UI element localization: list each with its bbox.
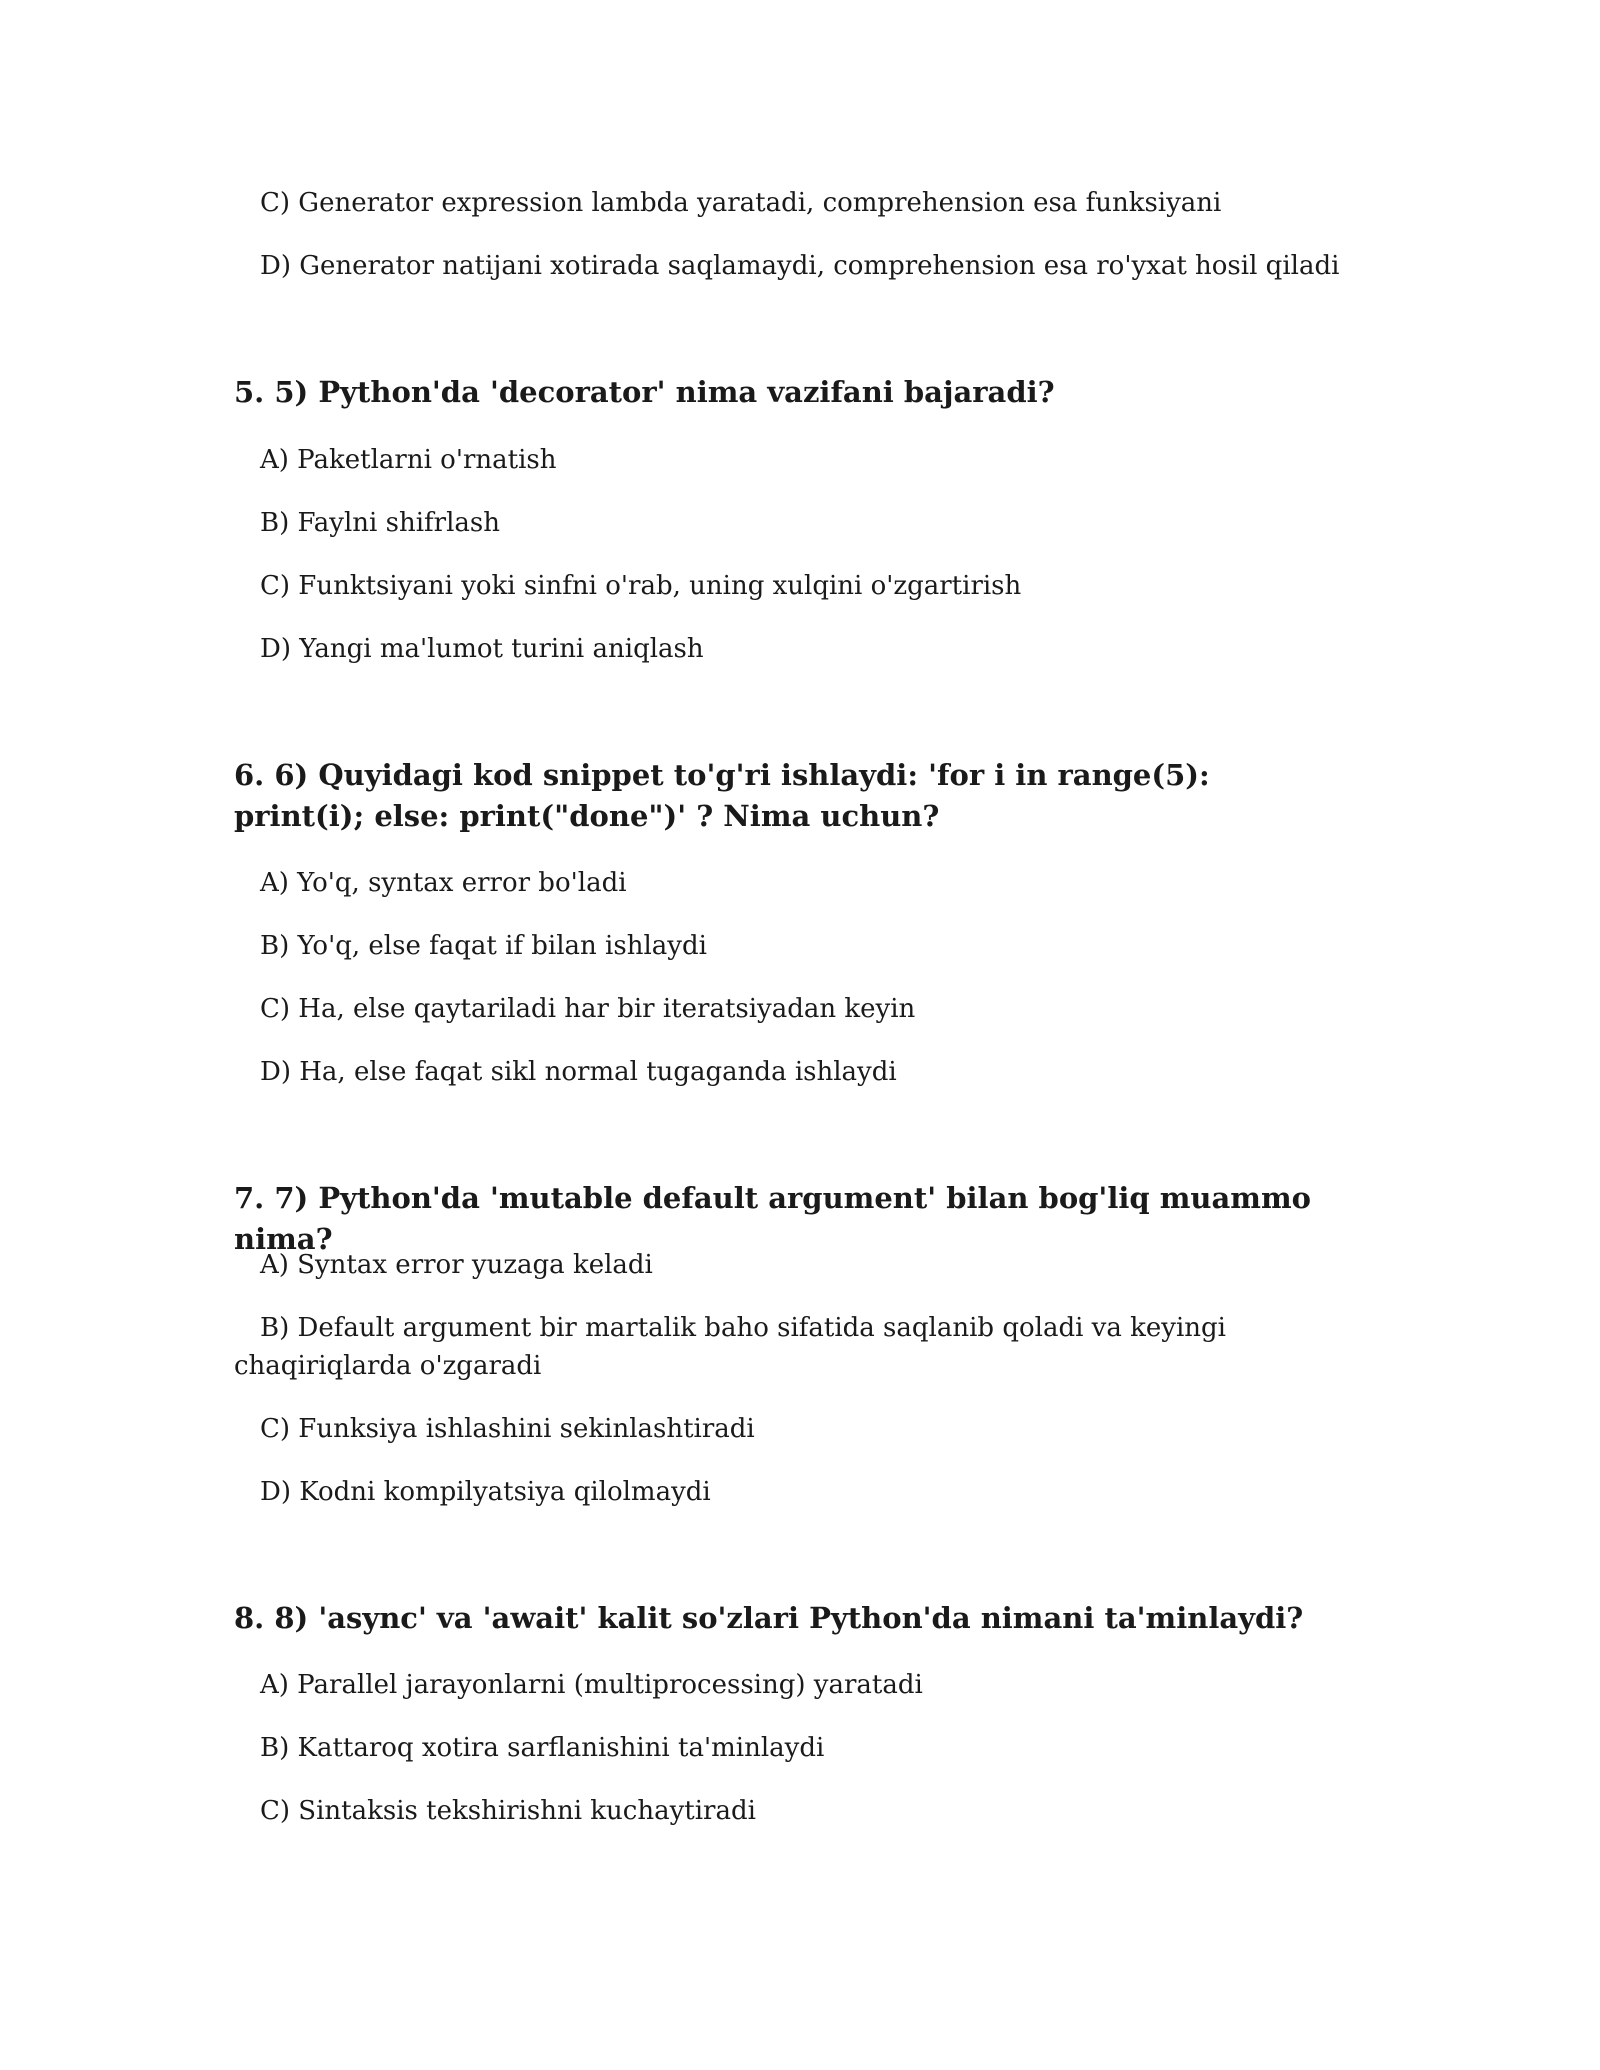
question-5-title: 5. 5) Python'da 'decorator' nima vazifani bajaradi? — [234, 375, 1055, 409]
option-text: D) Generator natijani xotirada saqlamaydi, comprehension esa ro'yxat hosil qiladi — [260, 251, 1340, 281]
option-text: B) Kattaroq xotira sarflanishini ta'minlaydi — [260, 1733, 825, 1763]
question-5-option-c — [234, 567, 1344, 605]
option-c — [234, 184, 1344, 222]
question-6-option-b — [234, 927, 1344, 965]
option-d — [234, 247, 1344, 285]
question-8-option-c — [234, 1792, 1344, 1830]
question-8-option-b — [234, 1729, 1344, 1767]
question-6-option-a — [234, 864, 1344, 902]
question-7-title: 7. 7) Python'da 'mutable default argument' bilan bog'liq muammo nima? — [234, 1181, 1311, 1256]
question-5-option-d — [234, 630, 1344, 668]
option-text: D) Ha, else faqat sikl normal tugaganda ishlaydi — [260, 1057, 897, 1087]
question-7-option-a — [234, 1246, 1344, 1284]
question-6-option-c — [234, 990, 1344, 1028]
option-text: C) Generator expression lambda yaratadi, comprehension esa funksiyani — [260, 188, 1222, 218]
question-6-option-d — [234, 1053, 1344, 1091]
question-7-option-d — [234, 1473, 1344, 1511]
option-text: C) Funksiya ishlashini sekinlashtiradi — [260, 1414, 755, 1444]
option-text: A) Syntax error yuzaga keladi — [260, 1250, 653, 1280]
question-6-title: 6. 6) Quyidagi kod snippet to'g'ri ishlaydi: 'for i in range(5): print(i); else: print("done")' ? Nima uchun? — [234, 758, 1210, 833]
option-text: C) Ha, else qaytariladi har bir iteratsiyadan keyin — [260, 994, 916, 1024]
option-text: A) Yo'q, syntax error bo'ladi — [260, 868, 627, 898]
option-text: B) Faylni shifrlash — [260, 508, 500, 538]
question-8-title: 8. 8) 'async' va 'await' kalit so'zlari Python'da nimani ta'minlaydi? — [234, 1601, 1304, 1635]
option-text: C) Funktsiyani yoki sinfni o'rab, uning xulqini o'zgartirish — [260, 571, 1022, 601]
question-8-option-a — [234, 1666, 1344, 1704]
question-5-option-b — [234, 504, 1344, 542]
option-text: D) Yangi ma'lumot turini aniqlash — [260, 634, 704, 664]
option-text: B) Yo'q, else faqat if bilan ishlaydi — [260, 931, 707, 961]
option-text: C) Sintaksis tekshirishni kuchaytiradi — [260, 1796, 756, 1826]
option-text: D) Kodni kompilyatsiya qilolmaydi — [260, 1477, 711, 1507]
question-7-option-b — [234, 1309, 1344, 1385]
question-7-option-c — [234, 1410, 1344, 1448]
option-text: B) Default argument bir martalik baho sifatida saqlanib qoladi va keyingi chaqiriqlarda o'zgaradi — [234, 1313, 1226, 1381]
option-text: A) Paketlarni o'rnatish — [260, 445, 557, 475]
option-text: A) Parallel jarayonlarni (multiprocessing) yaratadi — [260, 1670, 923, 1700]
question-5-option-a — [234, 441, 1344, 479]
